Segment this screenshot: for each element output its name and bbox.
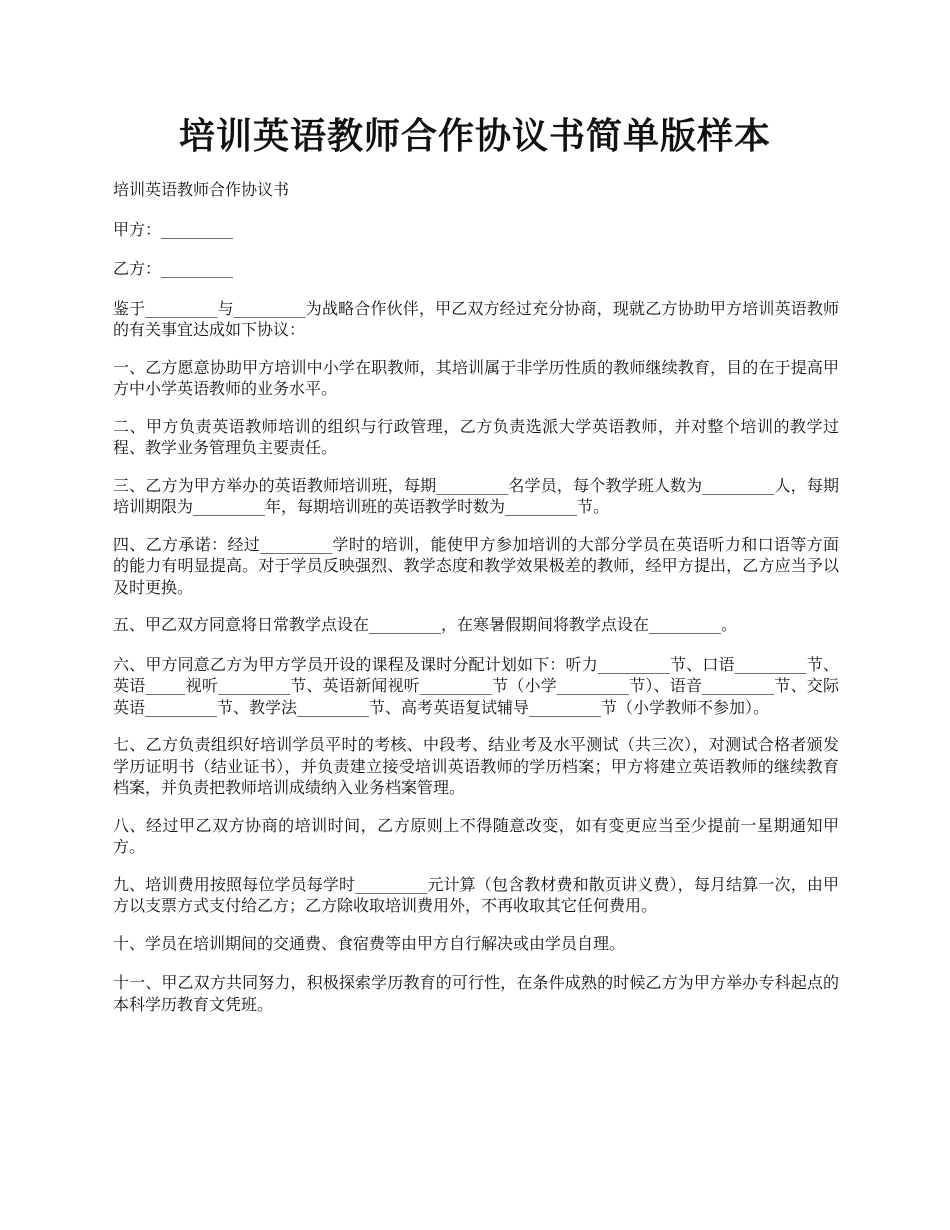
document-title: 培训英语教师合作协议书简单版样本 [178, 115, 771, 157]
party-b-line: 乙方：_________ [113, 259, 234, 278]
clause-11: 十一、甲乙双方共同努力，积极探索学历教育的可行性，在条件成熟的时候乙方为甲方举办专科起点的本科学历教育文凭班。 [113, 973, 839, 1014]
party-a-line: 甲方：_________ [113, 219, 234, 239]
clause-7: 七、乙方负责组织好培训学员平时的考核、中段考、结业考及水平测试（共三次），对测试合格者颁发学历证明书（结业证书），并负责建立接受培训英语教师的学历档案；甲方将建立英语教师的继续教育档案，并负责把教师培训成绩纳入业务档案管理。 [113, 735, 839, 797]
clause-3: 三、乙方为甲方举办的英语教师培训班，每期_________名学员，每个教学班人数为_________人，每期培训期限为_________年，每期培训班的英语教学时数为_________节。 [113, 475, 839, 516]
clause-5: 五、甲乙双方同意将日常教学点设在_________，在寒暑假期间将教学点设在_________。 [113, 615, 738, 634]
clause-10: 十、学员在培训期间的交通费、食宿费等由甲方自行解决或由学员自理。 [113, 933, 626, 953]
clause-1: 一、乙方愿意协助甲方培训中小学在职教师，其培训属于非学历性质的教师继续教育，目的在于提高甲方中小学英语教师的业务水平。 [113, 357, 839, 398]
document-body [113, 179, 839, 1031]
clause-6: 六、甲方同意乙方为甲方学员开设的课程及课时分配计划如下：听力_________节、口语_________节、英语_____视听_________节、英语新闻视听_________节（小学_________节）、语音_________节、交际英语_________节、教学法_________节、高考英语复试辅导_________节（小学教师不参加）。 [113, 654, 839, 717]
clause-4: 四、乙方承诺：经过_________学时的培训，能使甲方参加培训的大部分学员在英语听力和口语等方面的能力有明显提高。对于学员反映强烈、教学态度和教学效果极差的教师，经甲方提出，乙方应当予以及时更换。 [113, 534, 839, 597]
clause-9: 九、培训费用按照每位学员每学时_________元计算（包含教材费和散页讲义费），每月结算一次，由甲方以支票方式支付给乙方；乙方除收取培训费用外，不再收取其它任何费用。 [113, 874, 839, 915]
clause-2: 二、甲方负责英语教师培训的组织与行政管理，乙方负责选派大学英语教师，并对整个培训的教学过程、教学业务管理负主要责任。 [113, 416, 839, 457]
preamble-paragraph: 鉴于_________与_________为战略合作伙伴，甲乙双方经过充分协商，现就乙方协助甲方培训英语教师的有关事宜达成如下协议： [113, 298, 839, 339]
clause-8: 八、经过甲乙双方协商的培训时间，乙方原则上不得随意改变，如有变更应当至少提前一星期通知甲方。 [113, 815, 839, 856]
subtitle-paragraph: 培训英语教师合作协议书 [113, 180, 290, 199]
